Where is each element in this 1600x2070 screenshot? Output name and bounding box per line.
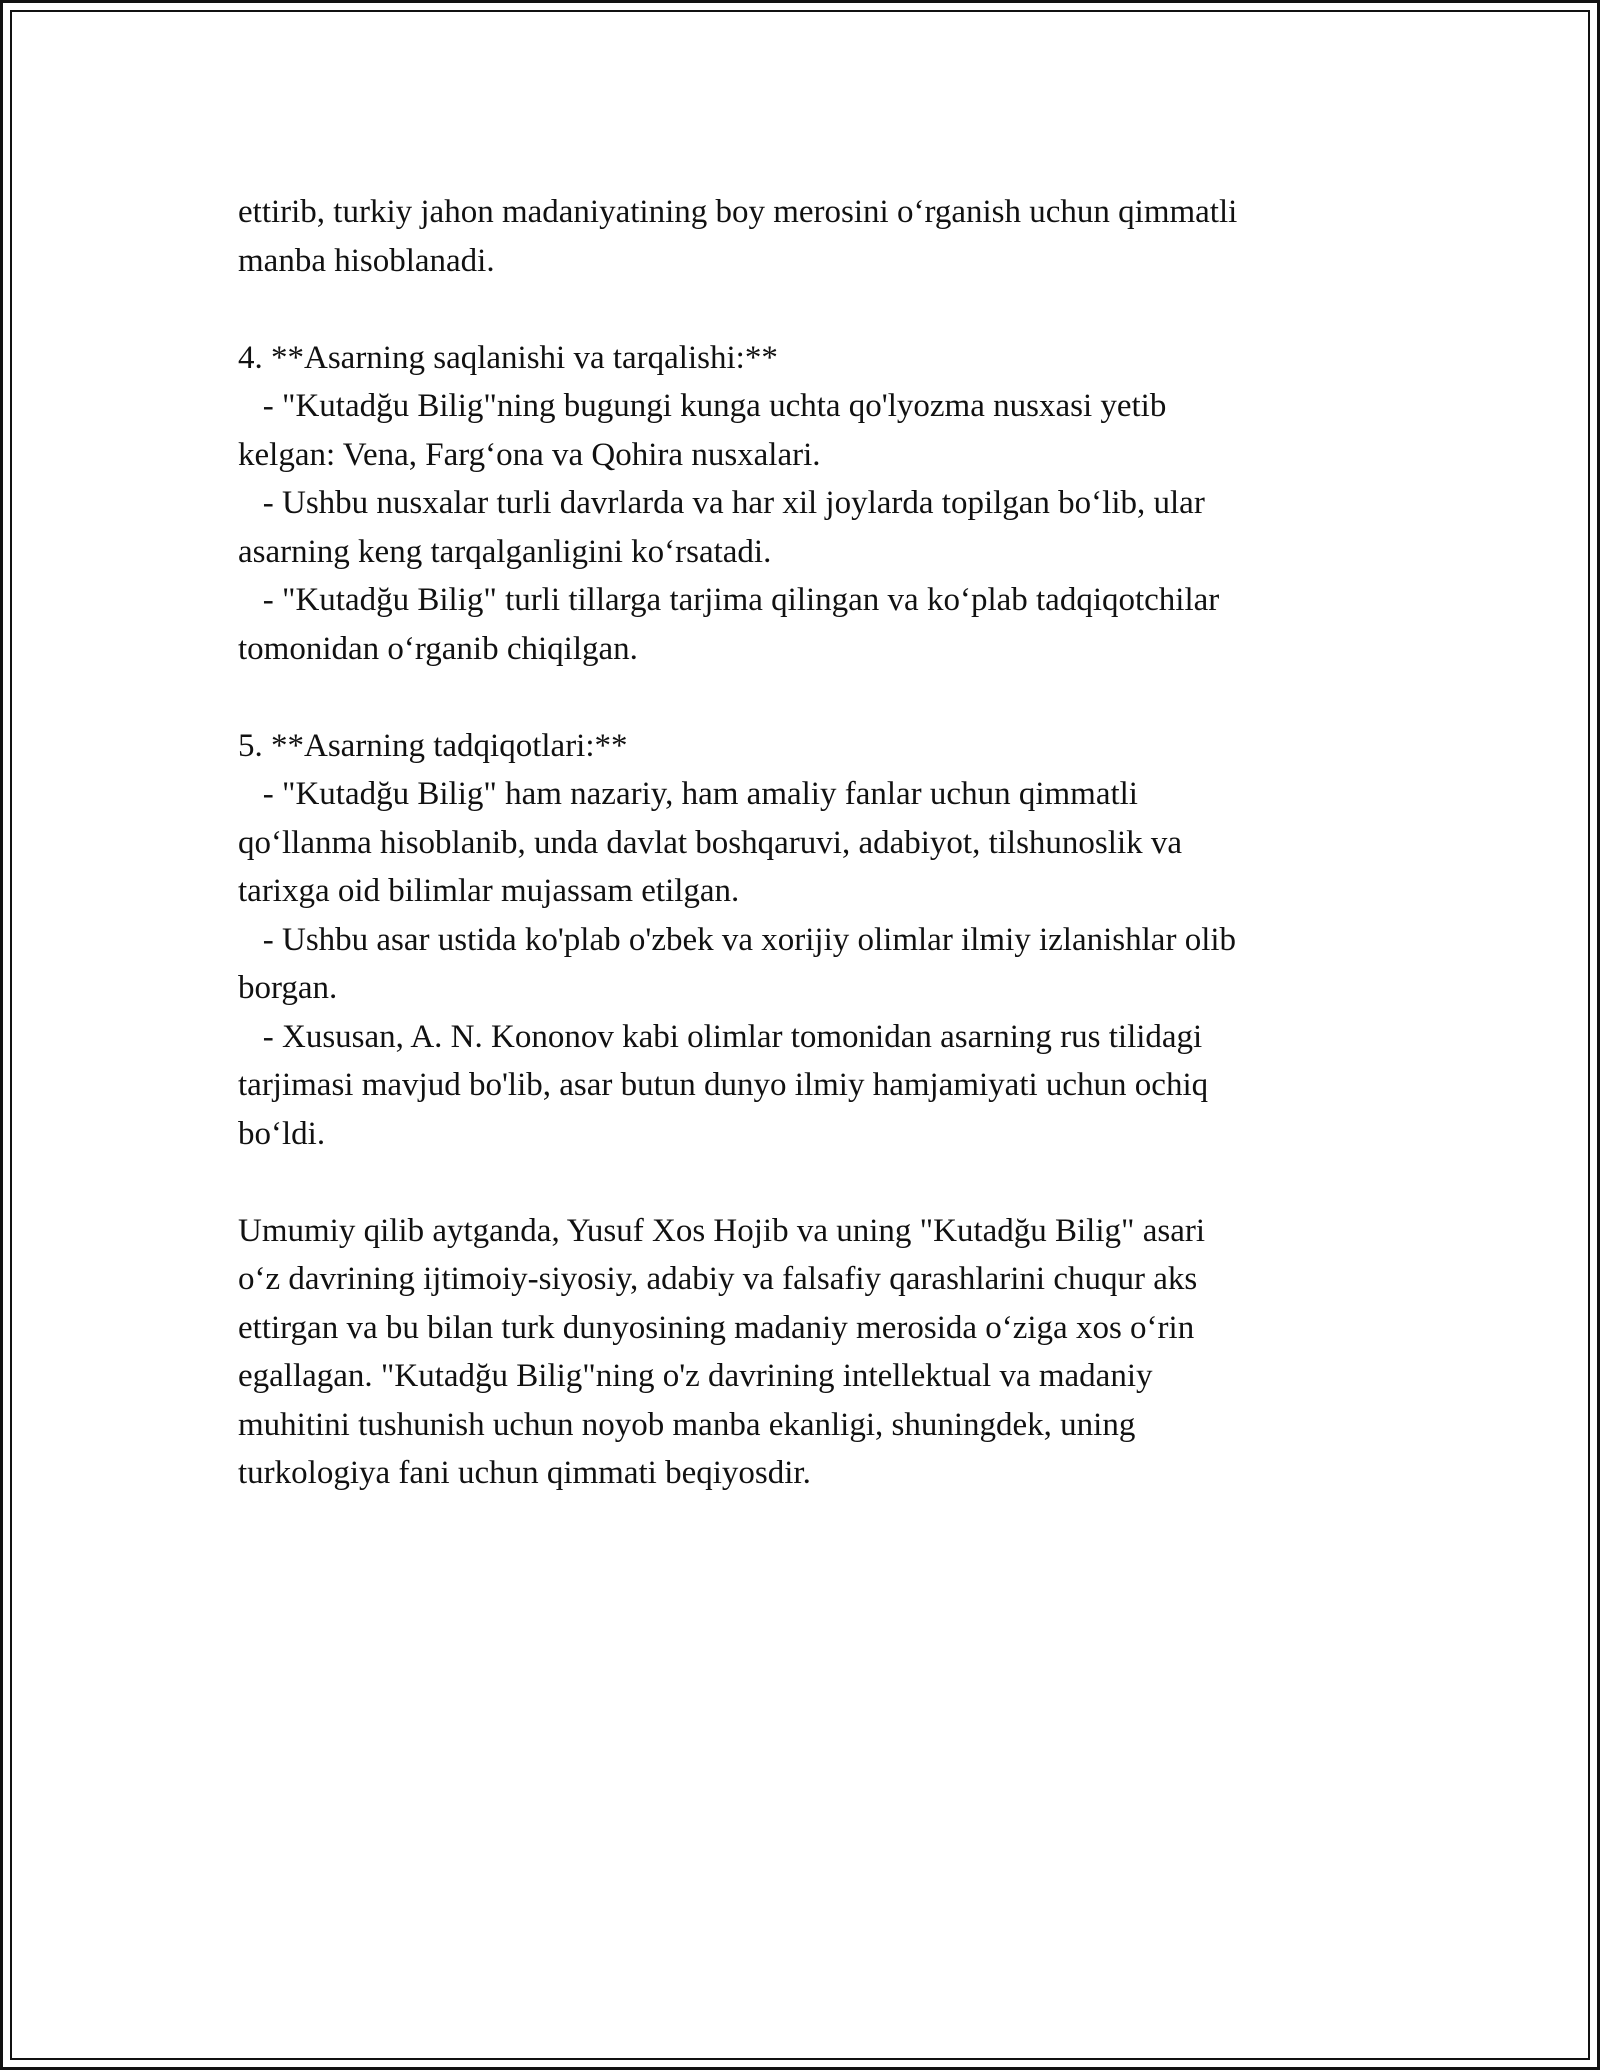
section-5-heading: 5. **Asarning tadqiqotlari:** (238, 727, 628, 764)
section-5-item-1: - "Kutadğu Bilig" ham nazariy, ham amaliy fanlar uchun qimmatli qo‘llanma hisoblanib, unda davlat boshqaruvi, adabiyot, tilshunoslik va tarixga oid bilimlar mujassam etilgan. (238, 776, 1183, 909)
intro-line-1: ettirib, turkiy jahon madaniyatining boy merosini o‘rganish uchun qimmatli (238, 194, 1238, 230)
section-5-item-2: - Ushbu asar ustida ko'plab o'zbek va xorijiy olimlar ilmiy izlanishlar olib borgan. (238, 921, 1237, 1006)
document-body (238, 188, 1368, 1498)
section-4-item-2: - Ushbu nusxalar turli davrlarda va har xil joylarda topilgan bo‘lib, ular asarning keng tarqalganligini ko‘rsatadi. (238, 485, 1205, 570)
paragraph-gap (238, 285, 1368, 334)
intro-line-2: manba hisoblanadi. (238, 242, 495, 279)
paragraph-gap (238, 1158, 1368, 1207)
conclusion-paragraph: Umumiy qilib aytganda, Yusuf Xos Hojib va uning "Kutadğu Bilig" asari o‘z davrining ijtimoiy-siyosiy, adabiy va falsafiy qarashlarini chuqur aks ettirgan va bu bilan turk dunyosining madaniy merosida o‘ziga xos o‘rin egallagan. "Kutadğu Bilig"ning o'z davrining intellektual va madaniy muhitini tushunish uchun noyob manba ekanligi, shuningdek, uning turkologiya fani uchun qimmati beqiyosdir. (238, 1212, 1206, 1491)
section-4-item-1: - "Kutadğu Bilig"ning bugungi kunga uchta qo'lyozma nusxasi yetib kelgan: Vena, Farg‘ona va Qohira nusxalari. (238, 388, 1167, 473)
section-4-heading: 4. **Asarning saqlanishi va tarqalishi:** (238, 339, 778, 376)
paragraph-gap (238, 673, 1368, 722)
section-4-item-3: - "Kutadğu Bilig" turli tillarga tarjima qilingan va ko‘plab tadqiqotchilar tomonidan o‘rganib chiqilgan. (238, 582, 1220, 667)
section-5-item-3: - Xususan, A. N. Kononov kabi olimlar tomonidan asarning rus tilidagi tarjimasi mavjud bo'lib, asar butun dunyo ilmiy hamjamiyati uchun ochiq bo‘ldi. (238, 1018, 1209, 1152)
